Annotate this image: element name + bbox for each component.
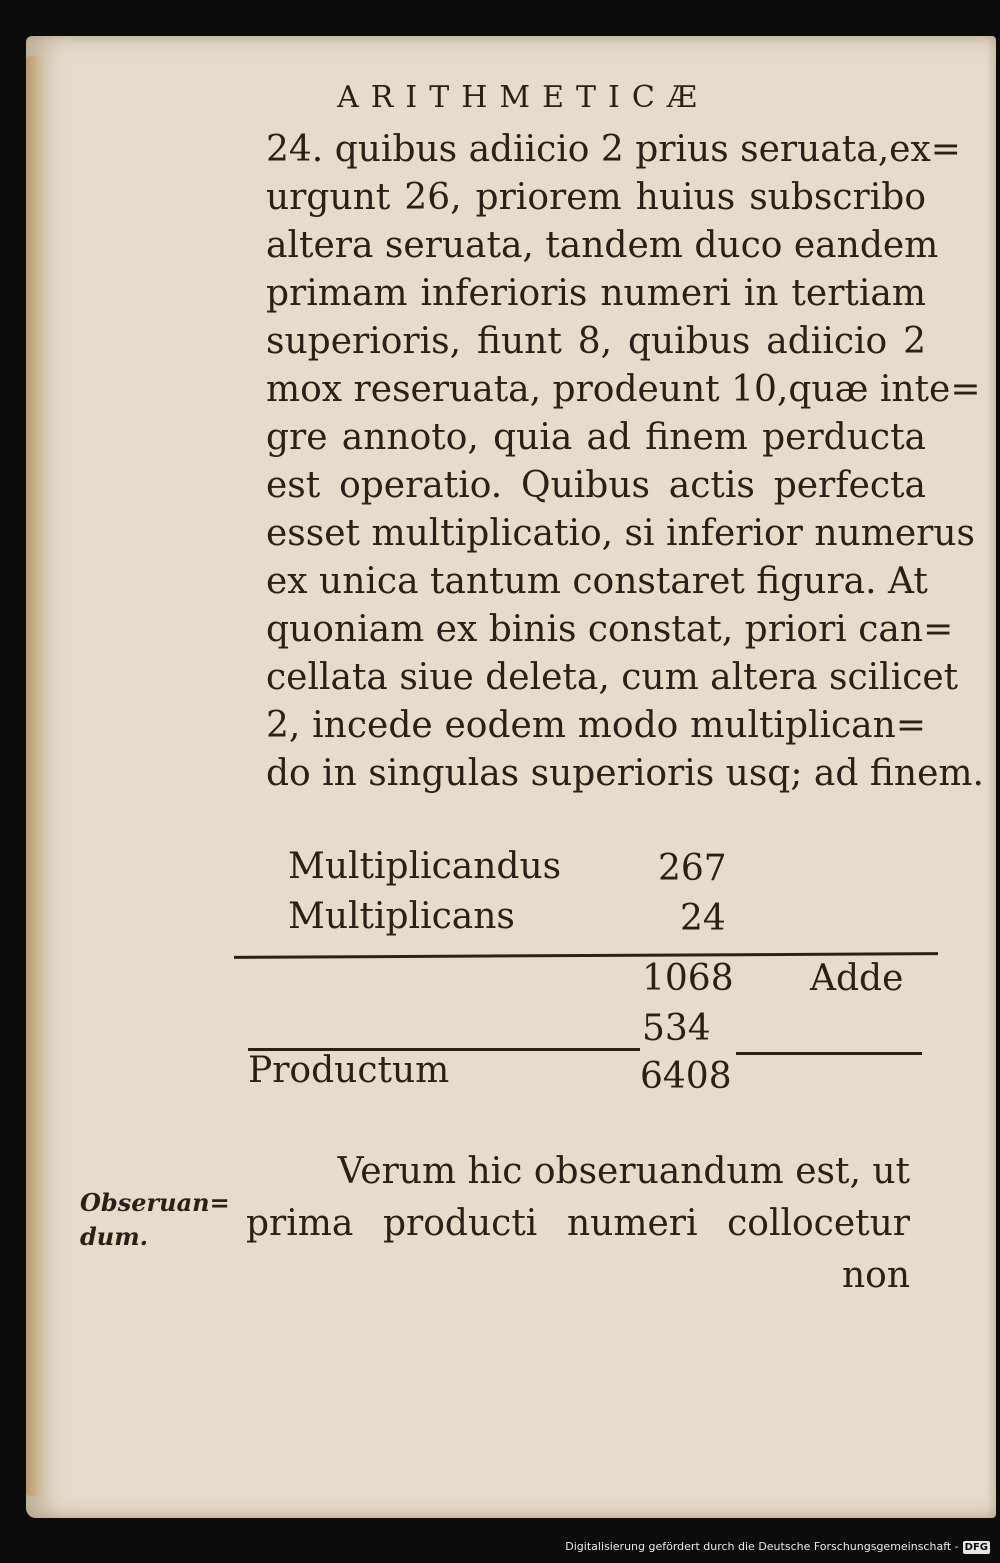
adde-label: Adde — [810, 958, 904, 999]
text-line: do in singulas superioris usq; ad finem. — [266, 753, 984, 794]
page-edge — [26, 56, 44, 1496]
partial-product-2: 534 — [642, 1008, 711, 1049]
text-line: primam inferioris numeri in tertiam — [266, 273, 926, 314]
book-page — [26, 36, 996, 1518]
rule-line — [736, 1052, 922, 1055]
text-line: quoniam ex binis constat, priori can= — [266, 609, 954, 650]
text-line: mox reseruata, prodeunt 10,quæ inte= — [266, 369, 981, 410]
margin-note-line: dum. — [80, 1222, 148, 1251]
body-paragraph — [266, 126, 984, 798]
text-line: superioris, fiunt 8, quibus adiicio 2 — [266, 321, 926, 362]
multiplicandus-label: Multiplicandus — [288, 846, 562, 887]
text-line: 2, incede eodem modo multiplican= — [266, 705, 926, 746]
multiplicandus-value: 267 — [658, 848, 727, 889]
margin-note — [80, 1186, 230, 1254]
multiplicans-label: Multiplicans — [288, 896, 515, 937]
text-line: cellata siue deleta, cum altera scilicet — [266, 657, 959, 698]
text-line: ex unica tantum constaret figura. At — [266, 561, 928, 602]
rule-line — [248, 1048, 640, 1051]
text-line: est operatio. Quibus actis perfecta — [266, 465, 926, 506]
dfg-logo: DFG — [964, 1542, 988, 1553]
footer-text: Digitalisierung gefördert durch die Deutsche Forschungsgemeinschaft - — [565, 1540, 959, 1553]
text-line: Verum hic obseruandum est, ut — [337, 1151, 910, 1192]
digitization-footer — [0, 1540, 990, 1554]
text-line: altera seruata, tandem duco eandem — [266, 225, 939, 266]
rule-line — [234, 952, 938, 959]
productum-value: 6408 — [640, 1056, 732, 1097]
multiplicans-value: 24 — [680, 898, 726, 939]
text-line: esset multiplicatio, si inferior numerus — [266, 513, 976, 554]
text-line: urgunt 26, priorem huius subscribo — [266, 177, 926, 218]
text-line: 24. quibus adiicio 2 prius seruata,ex= — [266, 129, 961, 170]
text-line: gre annoto, quia ad finem perducta — [266, 417, 926, 458]
partial-product-1: 1068 — [642, 958, 734, 999]
margin-note-line: Obseruan= — [80, 1188, 230, 1217]
text-line: prima producti numeri collocetur — [246, 1203, 910, 1244]
productum-label: Productum — [248, 1050, 450, 1091]
catchword: non — [841, 1255, 910, 1296]
running-head: ARITHMETICÆ — [337, 80, 709, 115]
body-paragraph-2 — [246, 1146, 910, 1302]
